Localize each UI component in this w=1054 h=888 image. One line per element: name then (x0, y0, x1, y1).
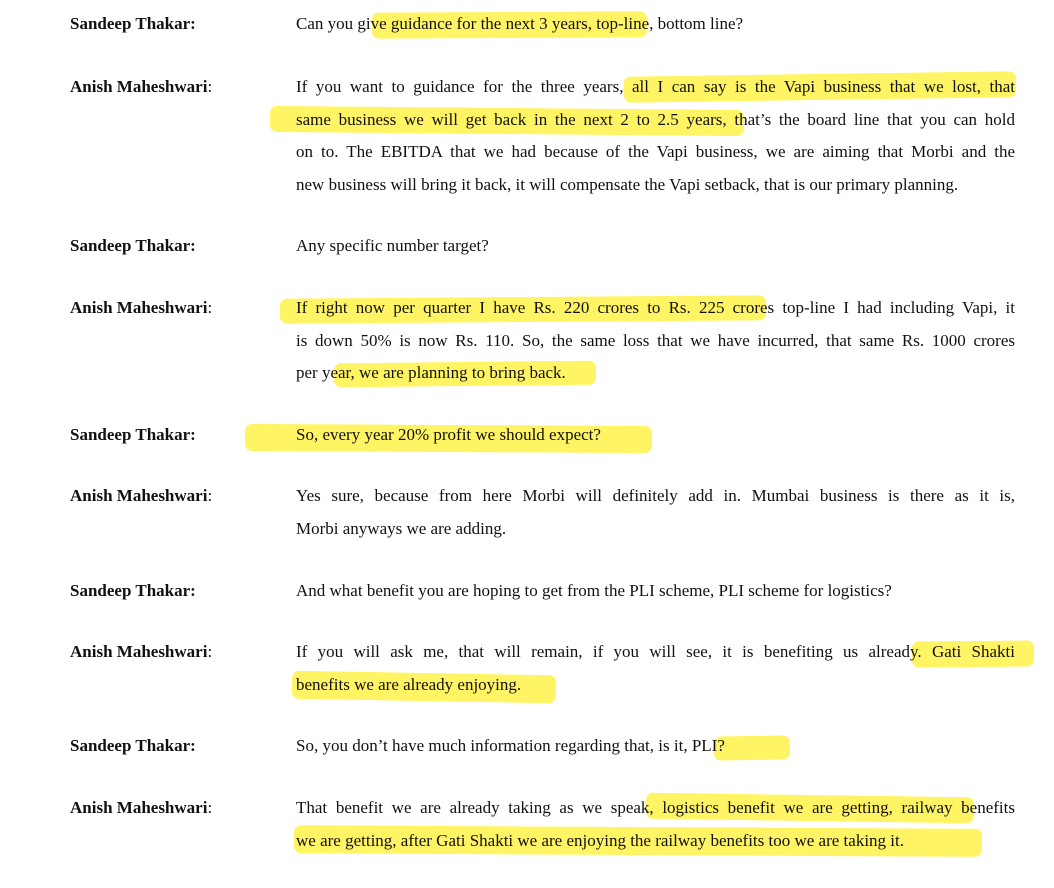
utterance-line: benefits we are already enjoying. (296, 674, 522, 694)
utterance-line: If right now per quarter I have Rs. 220 crores to Rs. 225 crores top-line I had including Vapi, it (296, 298, 1015, 317)
speaker-label: Anish Maheshwari (70, 298, 208, 317)
utterance (296, 292, 1015, 390)
speaker-label: Sandeep Thakar (70, 236, 191, 255)
utterance (296, 419, 1015, 452)
utterance (296, 636, 1015, 701)
utterance (296, 230, 1015, 263)
utterance (296, 71, 1015, 201)
utterance-line: Morbi anyways we are adding. (296, 518, 507, 538)
utterance-line: Yes sure, because from here Morbi will definitely add in. Mumbai business is there as it is, (296, 486, 1015, 505)
speaker-colon: : (207, 77, 213, 96)
utterance-line: is down 50% is now Rs. 110. So, the same loss that we have incurred, that same Rs. 1000 crores (296, 330, 1015, 350)
speaker-colon: : (190, 14, 196, 33)
speaker-name (70, 486, 212, 506)
utterance (296, 792, 1015, 857)
speaker-name (70, 236, 196, 256)
utterance-line: new business will bring it back, it will compensate the Vapi setback, that is our primary planning. (296, 174, 959, 194)
utterance-line: That benefit we are already taking as we speak, logistics benefit we are getting, railway benefits (296, 798, 1015, 817)
speaker-name (70, 425, 196, 445)
speaker-colon: : (190, 736, 196, 755)
speaker-label: Anish Maheshwari (70, 798, 208, 817)
speaker-colon: : (207, 798, 213, 817)
speaker-label: Sandeep Thakar (70, 581, 191, 600)
speaker-name (70, 298, 212, 318)
utterance-line: Can you give guidance for the next 3 years, top-line, bottom line? (296, 14, 744, 33)
utterance (296, 480, 1015, 545)
speaker-label: Anish Maheshwari (70, 642, 208, 661)
utterance-line: So, you don’t have much information regarding that, is it, PLI? (296, 736, 725, 755)
speaker-label: Sandeep Thakar (70, 736, 191, 755)
utterance (296, 575, 1015, 608)
speaker-label: Anish Maheshwari (70, 486, 208, 505)
speaker-name (70, 642, 212, 662)
speaker-colon: : (190, 581, 196, 600)
utterance-line: on to. The EBITDA that we had because of the Vapi business, we are aiming that Morbi and the (296, 142, 1015, 161)
speaker-name (70, 77, 212, 97)
speaker-label: Anish Maheshwari (70, 77, 208, 96)
speaker-colon: : (207, 486, 213, 505)
utterance-line: If you want to guidance for the three years, all I can say is the Vapi business that we lost, that (296, 77, 1015, 96)
speaker-name (70, 14, 196, 34)
utterance (296, 8, 1015, 41)
utterance-line: we are getting, after Gati Shakti we are enjoying the railway benefits too we are taking it. (296, 830, 904, 850)
speaker-name (70, 736, 196, 756)
speaker-colon: : (190, 425, 196, 444)
utterance-line: So, every year 20% profit we should expect? (296, 425, 601, 444)
utterance-line: Any specific number target? (296, 236, 489, 255)
speaker-colon: : (207, 642, 213, 661)
speaker-name (70, 581, 196, 601)
speaker-name (70, 798, 212, 818)
speaker-label: Sandeep Thakar (70, 14, 191, 33)
utterance-line: same business we will get back in the next 2 to 2.5 years, that’s the board line that you can hold (296, 109, 1015, 129)
utterance-line: And what benefit you are hoping to get from the PLI scheme, PLI scheme for logistics? (296, 581, 892, 600)
utterance-line: per year, we are planning to bring back. (296, 363, 566, 382)
speaker-colon: : (190, 236, 196, 255)
speaker-label: Sandeep Thakar (70, 425, 191, 444)
speaker-colon: : (207, 298, 213, 317)
utterance-line: If you will ask me, that will remain, if you will see, it is benefiting us already. Gati Shakti (296, 642, 1015, 661)
utterance (296, 730, 1015, 763)
